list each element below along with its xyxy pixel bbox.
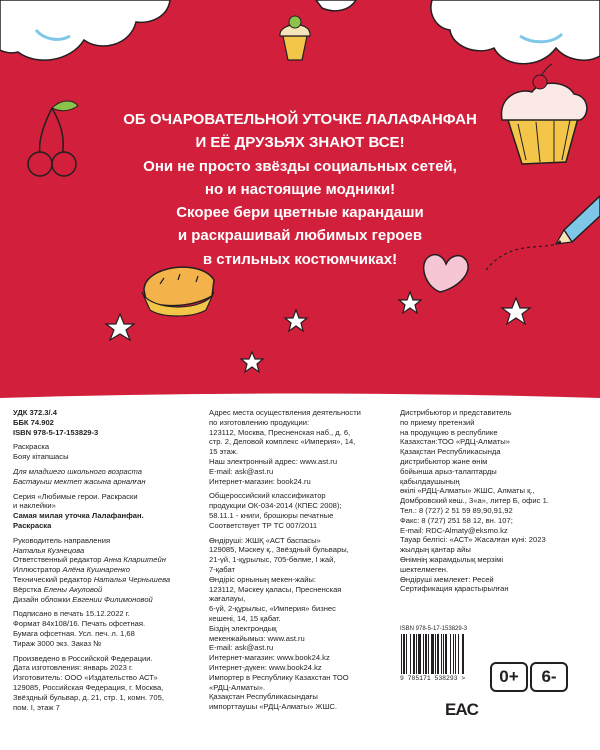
barcode-bar [458, 634, 459, 674]
manufacture-info: Произведено в Российской Федерации. [13, 653, 153, 663]
blurb-line: И ЕЁ ДРУЗЬЯХ ЗНАЮТ ВСЕ! [195, 134, 405, 152]
udk-code: УДК 372.3/.4 [13, 408, 57, 417]
imprint-column-2 [209, 408, 384, 712]
age-rating-badge: 0+ [490, 662, 528, 692]
barcode-bar [401, 634, 402, 674]
kz-info-line: кешені, 14, 15 қабат. [209, 613, 281, 623]
distributor-line: E-mail: RDC-Almaty@eksmo.kz [400, 525, 508, 535]
barcode-bar [423, 634, 424, 674]
credit-layout [13, 585, 193, 595]
genre-ru: Раскраска [13, 442, 50, 452]
imprint-column-1 [13, 408, 193, 712]
distributor-line: қабылдаушының [400, 476, 460, 486]
barcode-bar [445, 634, 447, 674]
kz-info-line: Біздің электрондық [209, 623, 277, 633]
address-line: E-mail: ask@ast.ru [209, 466, 274, 476]
credit-layout-name: Елены Акуловой [43, 584, 103, 594]
distributor-line: Факс: 8 (727) 251 58 12, вн. 107; [400, 515, 513, 525]
manufacture-info: Звёздный бульвар, д. 21, стр. 1, комн. 705, [13, 692, 164, 702]
genre-kz: Бояу кітапшасы [13, 452, 69, 462]
series-line: Серия «Любимые герои. Раскраски [13, 491, 138, 501]
imprint-panel [0, 398, 600, 750]
distributor-line: по приему претензий [400, 417, 475, 427]
distributor-line: Өндіруші мемлекет: Ресей [400, 574, 494, 584]
classifier-line: Общероссийский классификатор [209, 491, 326, 501]
credit-illustrator-label: Иллюстратор [13, 565, 61, 575]
classifier-line: 58.11.1 - книги, брошюры печатные [209, 510, 334, 520]
kz-info-line: Өндіруші: ЖШҚ «АСТ баспасы» [209, 535, 321, 545]
credit-tech-name: Наталья Чернышева [93, 574, 171, 584]
credit-editor-label: Ответственный редактор [13, 555, 102, 565]
print-info: Бумага офсетная. Усл. печ. л. 1,68 [13, 628, 135, 638]
cover-blurb [110, 108, 490, 271]
distributor-line: дистрибьютор және өнім [400, 456, 488, 466]
barcode-bar [443, 634, 444, 674]
distributor-line: Тел.: 8 (727) 2 51 59 89,90,91,92 [400, 505, 513, 515]
distributor-line: Дистрибьютор и представитель [400, 408, 512, 417]
distributor-line: Тауар белгісі: «АСТ» Жасалған күні: 2023 [400, 535, 546, 545]
distributor-line: на продукцию в республике [400, 427, 498, 437]
kz-info-line: «РДЦ-Алматы». [209, 682, 266, 692]
barcode-bar [455, 634, 456, 674]
barcode-number: 9 785171 538293 > [400, 675, 466, 682]
credit-tech-label: Технический редактор [13, 574, 92, 584]
distributor-line: Қазақстан Республикасында [400, 447, 501, 457]
distributor-line: Домбровский көш., 3«а», литер Б, офис 1. [400, 496, 549, 506]
credit-head-name: Наталья Кузнецова [13, 545, 85, 555]
isbn-code: ISBN 978-5-17-153829-3 [13, 427, 99, 437]
kz-info-line: импорттаушы «РДЦ-Алматы» ЖШС. [209, 702, 337, 712]
blurb-line: ОБ ОЧАРОВАТЕЛЬНОЙ УТОЧКЕ ЛАЛАФАНФАН [123, 111, 477, 128]
manufacture-info: Дата изготовления: январь 2023 г. [13, 663, 133, 673]
kz-info-line: жағалауы, [209, 594, 246, 604]
book-title-line: Самая милая уточка Лалафанфан. [13, 511, 144, 521]
address-line: Адрес места осуществления деятельности [209, 408, 361, 417]
kz-info-line: 6-үй, 2-құрылыс, «Империя» бизнес [209, 604, 336, 614]
credit-layout-label: Вёрстка [13, 584, 42, 594]
credit-design-name: Евгении Филимоновой [72, 594, 153, 604]
manufacture-info: 129085, Российская Федерация, г. Москва, [13, 682, 164, 692]
classifier-line: продукции ОК-034-2014 (КПЕС 2008); [209, 501, 342, 511]
series-line: и наклейки» [13, 501, 56, 511]
book-title-line: Раскраска [13, 520, 52, 530]
kz-info-line: 7-қабат [209, 564, 236, 574]
barcode-bar [441, 634, 442, 674]
barcode-bar [410, 634, 411, 674]
credit-tech [13, 575, 193, 585]
distributor-line: Сертификация қарастырылған [400, 584, 509, 594]
kz-info-line: Интернет-дүкен: www.book24.kz [209, 662, 322, 672]
barcode-bar [403, 634, 405, 674]
barcode-bar [437, 634, 439, 674]
barcode-bar [431, 634, 434, 674]
barcode-bar [450, 634, 451, 674]
barcode-bar [418, 634, 421, 674]
distributor-line: өкілі «РДЦ-Алматы» ЖШС, Алматы қ., [400, 486, 535, 496]
age-ru: Для младшего школьного возраста [13, 466, 143, 476]
address-line: 15 этаж. [209, 447, 239, 457]
imprint-column-3 [400, 408, 590, 594]
barcode-bar [435, 634, 436, 674]
kz-info-line: E-mail: ask@ast.ru [209, 643, 274, 653]
kz-info-line: Интернет-магазин: www.book24.kz [209, 653, 330, 663]
address-line: по изготовлению продукции: [209, 417, 310, 427]
barcode-bar [428, 634, 429, 674]
barcode-bar [416, 634, 417, 674]
distributor-line: Казахстан:ТОО «РДЦ-Алматы» [400, 437, 510, 447]
eac-mark-icon: EAC [445, 700, 478, 719]
manufacture-info: Изготовитель: ООО «Издательство АСТ» [13, 673, 158, 683]
barcode-bar [453, 634, 454, 674]
age-kz: Бастауыш мектеп жасына арналған [13, 476, 146, 486]
address-line: Наш электронный адрес: www.ast.ru [209, 456, 338, 466]
barcode-bar [425, 634, 427, 674]
credit-design-label: Дизайн обложки [13, 594, 71, 604]
barcode-bars [400, 634, 492, 674]
distributor-line: шектелмеген. [400, 564, 449, 574]
barcode-isbn: ISBN 978-5-17-153829-3 [400, 626, 468, 632]
address-line: стр. 2, Деловой комплекс «Империя», 14, [209, 437, 356, 447]
credit-editor [13, 555, 193, 565]
blurb-line: Скорее бери цветные карандаши [176, 204, 424, 222]
credit-head-label: Руководитель направления [13, 535, 111, 545]
barcode [400, 626, 492, 686]
barcode-bar [413, 634, 415, 674]
distributor-line: Өнімнің жарамдылық мерзімі [400, 554, 504, 564]
kz-info-line: Қазақстан Республикасындағы [209, 692, 318, 702]
barcode-bar [462, 634, 464, 674]
address-line: 123112, Москва, Пресненская наб., д. 6, [209, 427, 351, 437]
distributor-line: жылдың қантар айы [400, 545, 471, 555]
blurb-line: и раскрашивай любимых героев [177, 227, 423, 245]
kz-info-line: 129085, Мәскеу қ., Звёздный бульвары, [209, 545, 349, 555]
print-info: Формат 84x108/16. Печать офсетная. [13, 619, 146, 629]
classifier-line: Соответствует ТР ТС 007/2011 [209, 520, 318, 530]
credit-illustrator-name: Алёна Кушнаренко [62, 565, 130, 575]
blurb-line: в стильных костюмчиках! [202, 250, 398, 268]
pie-icon [142, 267, 214, 316]
blurb-line: но и настоящие модники! [204, 180, 396, 198]
print-info: Подписано в печать 15.12.2022 г. [13, 609, 130, 619]
credit-editor-name: Анна Кларштейн [103, 555, 166, 565]
bbk-code: ББК 74.902 [13, 417, 54, 427]
kz-info-line: Өндіріс орнының мекен-жайы: [209, 574, 316, 584]
blurb-line: Они не просто звёзды социальных сетей, [143, 157, 457, 175]
address-line: Интернет-магазин: book24.ru [209, 476, 311, 486]
kz-info-line: Импортер в Республику Казахстан ТОО [209, 672, 349, 682]
kz-info-line: мекенжайымыз: www.ast.ru [209, 633, 305, 643]
credit-design [13, 595, 193, 605]
print-info: Тираж 3000 экз. Заказ № [13, 638, 102, 648]
distributor-line: бойынша арыз-талаптарды [400, 466, 497, 476]
credit-illustrator [13, 565, 193, 575]
barcode-bar [406, 634, 407, 674]
kz-info-line: 21-үй, 1-құрылыс, 705-бөлме, I жай, [209, 555, 336, 565]
manufacture-info: пом. I, этаж 7 [13, 702, 60, 712]
kz-info-line: 123112, Мәскеу қаласы, Пресненская [209, 584, 342, 594]
age-rating-badge: 6- [530, 662, 568, 692]
